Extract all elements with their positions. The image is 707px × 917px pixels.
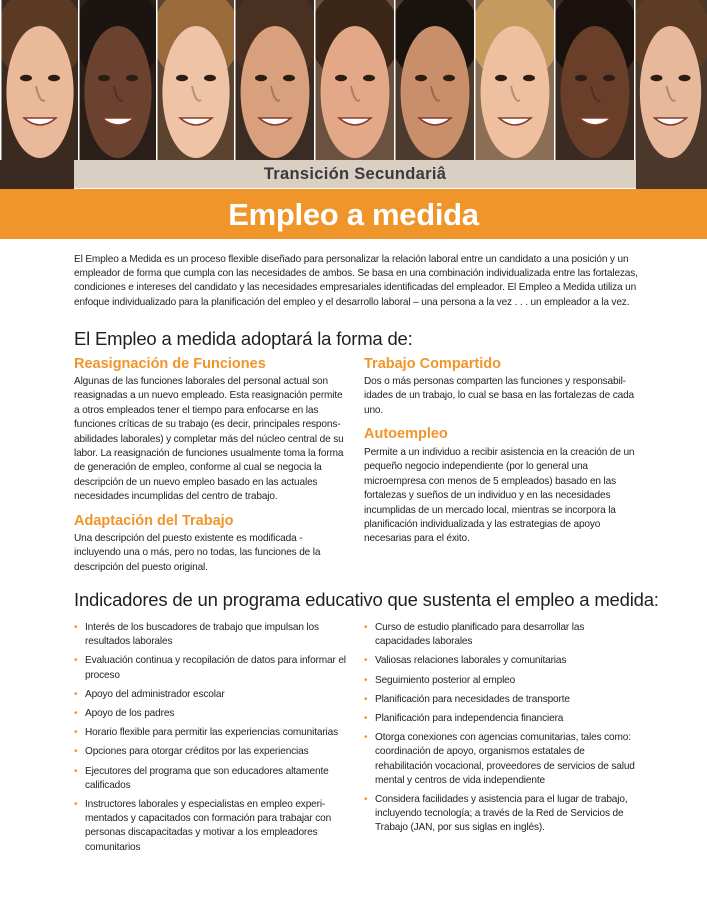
selfemployment-title: Autoempleo [364,426,448,442]
portrait-photo [634,0,707,160]
shared-title: Trabajo Compartido [364,356,501,372]
indicators-list-right [364,621,639,841]
indicator-item [74,745,346,759]
indicator-item [364,693,639,707]
intro-paragraph: El Empleo a Medida es un proceso flexible diseñado para personalizar la relación laboral entre un candidato a una posición y un empleador de forma que cumpla con las necesidades de ambos. Se basa en una combinación individualizada entre las fortalezas, condiciones e intereses del candidato y las necesidades empresariales identificadas del empleador. El Empleo a Medida utiliza un enfoque individualizado para la planificación del empleo y el desarrollo laboral – una persona a la vez . . . un empleador a la vez. [74,254,638,308]
bullet-icon: • [74,746,78,758]
portrait-photo [554,0,636,160]
indicator-text: Opciones para otorgar créditos por las experiencias [85,746,309,758]
indicators-list-left [74,621,346,860]
indicator-text: Apoyo de los padres [85,708,175,720]
bullet-icon: • [364,713,368,725]
indicator-item [364,654,639,668]
bullet-icon: • [364,674,368,686]
selfemployment-text: Permite a un individuo a recibir asistencia en la creación de un pequeño negocio independiente (por lo general una microempresa con menos de 5 empleados) basado en las fortalezas y sueños de un individuo y en las necesidades incumplidas de un mercado local, mientras se incorpora la planificación individualizada y las estrategias de apoyo necesarias para el éxito. [364,447,635,545]
indicator-item [74,688,346,702]
indicator-item [364,674,639,688]
portrait-photo [394,0,476,160]
indicator-item [364,793,639,836]
indicator-text: Apoyo del administrador escolar [85,688,225,700]
indicator-item [74,654,346,682]
indicators-heading: Indicadores de un programa educativo que sustenta el empleo a medida: [74,589,659,610]
bullet-icon: • [364,655,368,667]
bullet-icon: • [74,622,78,633]
portrait-photo [314,0,396,160]
indicator-text: Evaluación continua y recopilación de datos para informar el proceso [85,655,346,681]
subtitle-bar [74,160,636,188]
banner-left-strip [0,160,74,189]
indicator-item [74,707,346,721]
bullet-icon: • [364,693,368,705]
banner-right-strip [636,160,707,189]
indicator-text: Seguimiento posterior al empleo [375,674,516,686]
reassignment-title: Reasignación de Funciones [74,356,266,372]
indicator-text: Horario flexible para permitir las experiencias comunitarias [85,727,338,739]
indicator-text: Planificación para independencia financiera [375,713,564,725]
indicator-item [364,731,639,788]
indicator-text: Instructores laborales y especialistas en empleo experi-mentados y capacitados con formación para trabajar con personas discapacitadas y motivar a los empleadores comunitarios [85,799,332,853]
bullet-icon: • [364,794,368,806]
adaptation-text: Una descripción del puesto existente es modificada -incluyendo una o más, pero no todas, las funciones de la descripción del puesto original. [74,533,321,573]
bullet-icon: • [74,799,78,811]
portrait-photo [156,0,236,160]
portrait-photo [474,0,556,160]
reassignment-text: Algunas de las funciones laborales del personal actual son reasignadas a un nuevo empleado. Esta reasignación permite a otros empleados tener el tiempo para enfocarse en las funciones críticas de su trabajo (es decir, principales respons-abilidades laborales) y completar más del núcleo central de su labor. La reasignación de funciones usualmente toma la forma de generación de empleo, conforme al cual se negocia la descripción de un nuevo empleo basado en las actuales necesidades incumplidas del centro de trabajo. [74,376,344,503]
bullet-icon: • [74,765,78,777]
forms-heading: El Empleo a medida adoptará la forma de: [74,328,413,349]
indicator-text: Interés de los buscadores de trabajo que impulsan los resultados laborales [85,622,319,648]
indicator-item [74,765,346,793]
indicator-item [364,712,639,726]
title-bar [0,189,707,239]
indicator-text: Valiosas relaciones laborales y comunitarias [375,655,567,667]
bullet-icon: • [74,727,78,739]
indicator-text: Curso de estudio planificado para desarrollar las capacidades laborales [375,622,585,648]
indicator-text: Ejecutores del programa que son educadores altamente calificados [85,765,329,791]
photo-banner [0,0,707,189]
indicator-item [364,621,639,649]
bullet-icon: • [74,688,78,700]
bullet-icon: • [364,622,368,633]
bullet-icon: • [364,732,368,744]
adaptation-title: Adaptación del Trabajo [74,513,234,529]
portrait-photo [234,0,316,160]
portrait-photo [0,0,80,160]
portrait-photo [78,0,158,160]
page-title: Empleo a medida [228,197,479,232]
bullet-icon: • [74,708,78,720]
indicator-text: Otorga conexiones con agencias comunitarias, tales como: coordinación de apoyo, organismos estatales de rehabilitación vocacional, proveedores de servicios de salud mental y centros de vida independiente [375,732,635,786]
indicator-item [74,798,346,855]
indicator-item [74,726,346,740]
indicator-text: Planificación para necesidades de transporte [375,693,570,705]
shared-text: Dos o más personas comparten las funciones y responsabil-idades de un trabajo, lo cual se basa en las fortalezas de cada uno. [364,376,634,416]
indicator-text: Considera facilidades y asistencia para el lugar de trabajo, incluyendo tecnología; a través de la Red de Servicios de Trabajo (JAN, por sus siglas en inglés). [375,794,628,834]
bullet-icon: • [74,655,78,667]
page-subtitle: Transición Secundariâ [263,165,447,183]
indicator-item [74,621,346,649]
